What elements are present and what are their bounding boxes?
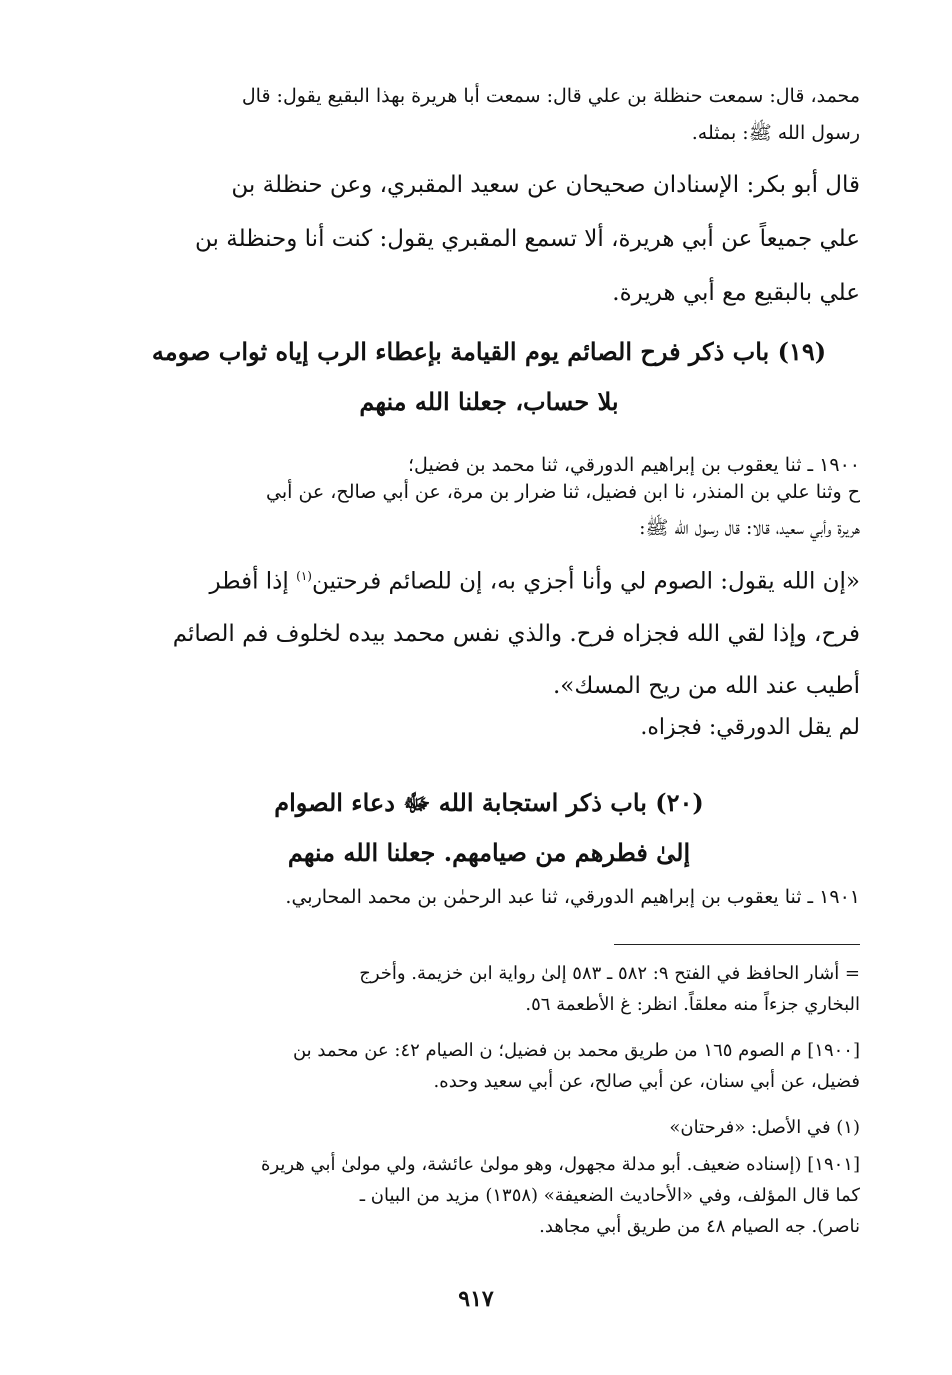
hadith-1900-note: لم يقل الدورقي: فجزاه. — [640, 715, 860, 740]
text-line: علي بالبقيع مع أبي هريرة. — [612, 280, 860, 306]
matn-text: «إن الله يقول: الصوم لي وأنا أجزي به، إن للصائم فرحتين — [311, 568, 860, 595]
footnote-line: البخاري جزءاً منه معلقاً. انظر: غ الأطعمة ٥٦. — [525, 994, 860, 1015]
footnote-separator — [614, 944, 860, 945]
text-line: ح وثنا علي بن المنذر، نا ابن فضيل، ثنا ضرار بن مرة، عن أبي صالح، عن أبي — [266, 481, 860, 503]
hadith-1901-chain: ١٩٠١ ـ ثنا يعقوب بن إبراهيم الدورقي، ثنا عبد الرحمٰن بن محمد المحاربي. — [285, 886, 860, 908]
footnote-1901 — [118, 1149, 860, 1242]
text-line: قال أبو بكر: الإسنادان صحيحان عن سعيد المقبري، وعن حنظلة بن — [231, 172, 860, 198]
chapter-heading-19 — [118, 327, 860, 427]
heading-line: بلا حساب، جعلنا الله منهم — [359, 387, 619, 416]
author-comment — [118, 158, 860, 320]
text-line: محمد، قال: سمعت حنظلة بن علي قال: سمعت أبا هريرة بهذا البقيع يقول: قال — [241, 85, 860, 107]
text-line: هريرة وأبي سعيد، قالا: قال رسول الله ﷺ: — [639, 517, 860, 539]
matn-text: إذا أفطر — [209, 568, 297, 595]
text-line: رسول الله ﷺ: بمثله. — [691, 122, 860, 144]
footnote-line: = أشار الحافظ في الفتح ٩: ٥٨٢ ـ ٥٨٣ إلىٰ رواية ابن خزيمة. وأخرج — [359, 963, 860, 984]
hadith-1900-matn — [118, 550, 860, 712]
footnote-line: [١٩٠١] (إسناده ضعيف. أبو مدلة مجهول، وهو مولىٰ عائشة، ولي مولىٰ أبي هريرة — [261, 1154, 860, 1175]
hadith-1900-chain: ١٩٠٠ ـ ثنا يعقوب بن إبراهيم الدورقي، ثنا محمد بن فضيل؛ — [408, 454, 860, 476]
page-number: ٩١٧ — [458, 1286, 494, 1312]
heading-line: إلىٰ فطرهم من صيامهم. جعلنا الله منهم — [287, 838, 691, 867]
continued-isnad — [118, 78, 860, 152]
hadith-1900-isnad — [118, 474, 860, 546]
footnote-1: (١) في الأصل: «فرحتان» — [669, 1117, 860, 1138]
footnote-line: كما قال المؤلف، وفي «الأحاديث الضعيفة» (١٣٥٨) مزيد من البيان ـ — [359, 1185, 860, 1206]
text-line: فرح، وإذا لقي الله فجزاه فرح. والذي نفس محمد بيده لخلوف فم الصائم — [172, 620, 860, 647]
heading-line: (١٩) باب ذكر فرح الصائم يوم القيامة بإعطاء الرب إياه ثواب صومه — [151, 337, 827, 366]
text-line — [118, 550, 860, 608]
text-line: أطيب عند الله من ريح المسك». — [552, 672, 860, 699]
footnote-marker: (١) — [296, 569, 312, 583]
footnote-line: ناصر). جه الصيام ٤٨ من طريق أبي مجاهد. — [539, 1216, 860, 1237]
text-line: علي جميعاً عن أبي هريرة، ألا تسمع المقبري يقول: كنت أنا وحنظلة بن — [195, 226, 860, 252]
footnote-continued — [118, 958, 860, 1020]
footnote-line: فضيل، عن أبي سنان، عن أبي صالح، عن أبي سعيد وحده. — [433, 1071, 860, 1092]
footnote-line: [١٩٠٠] م الصوم ١٦٥ من طريق محمد بن فضيل؛ ن الصيام ٤٢: عن محمد بن — [292, 1040, 860, 1061]
chapter-heading-20 — [118, 778, 860, 878]
heading-line: (٢٠) باب ذكر استجابة الله ﷻ دعاء الصوام — [274, 788, 704, 817]
footnote-1900 — [118, 1035, 860, 1097]
